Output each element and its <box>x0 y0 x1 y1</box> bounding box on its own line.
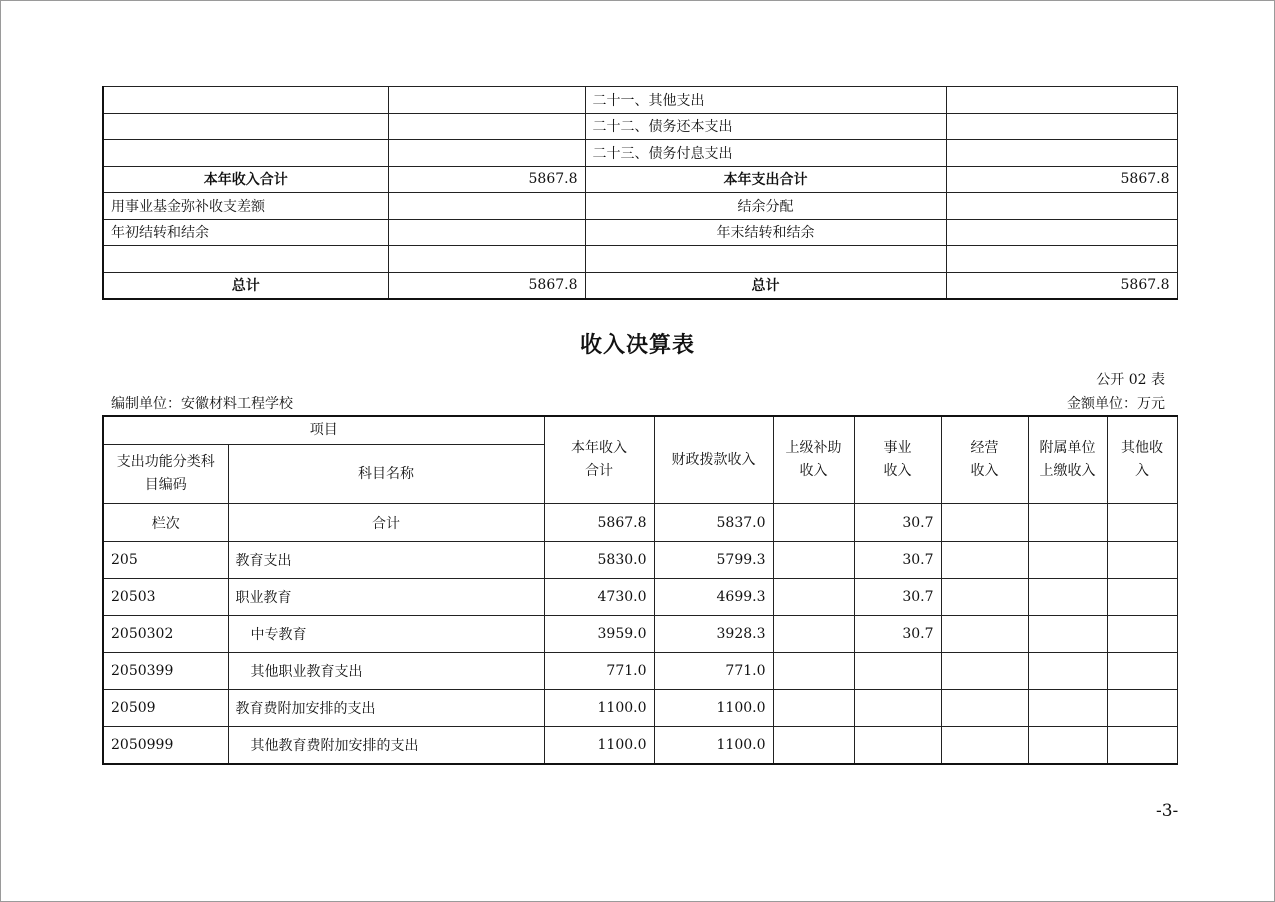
superior-cell <box>773 542 854 579</box>
table-row <box>103 87 1177 114</box>
fiscal-cell: 1100.0 <box>654 727 773 765</box>
table-row <box>103 113 1177 140</box>
empty-cell <box>388 246 585 273</box>
table-row <box>103 542 1177 579</box>
right-value-cell <box>946 140 1177 167</box>
business-header: 事业 收入 <box>854 416 941 504</box>
name-cell: 教育支出 <box>228 542 544 579</box>
carry-in-value <box>388 219 585 246</box>
fund-value <box>388 193 585 220</box>
fiscal-header: 财政拨款收入 <box>654 416 773 504</box>
affiliated-cell <box>1028 653 1107 690</box>
empty-cell <box>585 246 946 273</box>
business-cell: 30.7 <box>854 579 941 616</box>
total-label: 合计 <box>228 504 544 542</box>
operating-cell <box>941 579 1028 616</box>
right-label-cell: 二十二、债务还本支出 <box>585 113 946 140</box>
affiliated-cell <box>1028 616 1107 653</box>
name-cell: 职业教育 <box>228 579 544 616</box>
name-cell: 其他职业教育支出 <box>228 653 544 690</box>
table-row <box>103 616 1177 653</box>
surplus-dist-label: 结余分配 <box>585 193 946 220</box>
operating-header: 经营 收入 <box>941 416 1028 504</box>
income-total-label: 本年收入合计 <box>103 166 388 193</box>
left-label-cell <box>103 87 388 114</box>
table-row <box>103 579 1177 616</box>
income-statement-table <box>102 415 1178 765</box>
operating-cell <box>941 653 1028 690</box>
right-label-cell: 二十三、债务付息支出 <box>585 140 946 167</box>
affiliated-cell <box>1028 727 1107 765</box>
table-row <box>103 219 1177 246</box>
code-header: 支出功能分类科 目编码 <box>103 445 228 504</box>
column-label: 栏次 <box>103 504 228 542</box>
expense-total-label: 本年支出合计 <box>585 166 946 193</box>
fiscal-cell: 3928.3 <box>654 616 773 653</box>
empty-cell <box>103 246 388 273</box>
business-cell: 30.7 <box>854 616 941 653</box>
other-value <box>1107 504 1177 542</box>
superior-cell <box>773 616 854 653</box>
fiscal-cell: 771.0 <box>654 653 773 690</box>
income-expense-summary-table <box>102 86 1178 300</box>
table-row <box>103 166 1177 193</box>
operating-cell <box>941 690 1028 727</box>
total-header: 本年收入 合计 <box>544 416 654 504</box>
carry-out-value <box>946 219 1177 246</box>
affiliated-cell <box>1028 579 1107 616</box>
affiliated-header: 附属单位 上缴收入 <box>1028 416 1107 504</box>
income-total-value: 5867.8 <box>388 166 585 193</box>
page-title: 收入决算表 <box>579 333 695 358</box>
code-cell: 2050302 <box>103 616 228 653</box>
fund-label: 用事业基金弥补收支差额 <box>103 193 388 220</box>
right-label-cell: 二十一、其他支出 <box>585 87 946 114</box>
table-row <box>103 140 1177 167</box>
code-cell: 20509 <box>103 690 228 727</box>
business-cell <box>854 690 941 727</box>
name-cell: 中专教育 <box>228 616 544 653</box>
superior-cell <box>773 653 854 690</box>
other-cell <box>1107 616 1177 653</box>
code-cell: 2050399 <box>103 653 228 690</box>
right-value-cell <box>946 113 1177 140</box>
table-row <box>103 727 1177 765</box>
total-cell: 5830.0 <box>544 542 654 579</box>
left-value-cell <box>388 113 585 140</box>
total-cell: 1100.0 <box>544 727 654 765</box>
table-row <box>103 653 1177 690</box>
compiler-unit: 编制单位：安徽材料工程学校 <box>111 396 293 412</box>
fiscal-value: 5837.0 <box>654 504 773 542</box>
name-cell: 其他教育费附加安排的支出 <box>228 727 544 765</box>
amount-unit: 金额单位：万元 <box>1067 396 1165 412</box>
empty-cell <box>946 246 1177 273</box>
operating-cell <box>941 727 1028 765</box>
fiscal-cell: 5799.3 <box>654 542 773 579</box>
page-number: -3- <box>1156 801 1179 821</box>
other-cell <box>1107 542 1177 579</box>
left-value-cell <box>388 87 585 114</box>
left-label-cell <box>103 140 388 167</box>
affiliated-cell <box>1028 690 1107 727</box>
operating-cell <box>941 542 1028 579</box>
superior-cell <box>773 579 854 616</box>
grand-total-left-value: 5867.8 <box>388 272 585 299</box>
item-header: 项目 <box>103 416 544 445</box>
grand-total-right-value: 5867.8 <box>946 272 1177 299</box>
form-number: 公开 02 表 <box>1096 372 1165 388</box>
grand-total-left-label: 总计 <box>103 272 388 299</box>
name-cell: 教育费附加安排的支出 <box>228 690 544 727</box>
operating-cell <box>941 616 1028 653</box>
right-value-cell <box>946 87 1177 114</box>
other-cell <box>1107 727 1177 765</box>
table-row <box>103 246 1177 273</box>
superior-header: 上级补助 收入 <box>773 416 854 504</box>
subject-header: 科目名称 <box>228 445 544 504</box>
carry-in-label: 年初结转和结余 <box>103 219 388 246</box>
total-cell: 4730.0 <box>544 579 654 616</box>
operating-value <box>941 504 1028 542</box>
code-cell: 20503 <box>103 579 228 616</box>
business-cell <box>854 653 941 690</box>
surplus-dist-value <box>946 193 1177 220</box>
expense-total-value: 5867.8 <box>946 166 1177 193</box>
total-cell: 1100.0 <box>544 690 654 727</box>
total-cell: 771.0 <box>544 653 654 690</box>
business-cell: 30.7 <box>854 542 941 579</box>
fiscal-cell: 1100.0 <box>654 690 773 727</box>
business-cell <box>854 727 941 765</box>
other-cell <box>1107 579 1177 616</box>
affiliated-value <box>1028 504 1107 542</box>
grand-total-right-label: 总计 <box>585 272 946 299</box>
other-cell <box>1107 653 1177 690</box>
column-number-row <box>103 504 1177 542</box>
fiscal-cell: 4699.3 <box>654 579 773 616</box>
table-row <box>103 690 1177 727</box>
total-value: 5867.8 <box>544 504 654 542</box>
affiliated-cell <box>1028 542 1107 579</box>
left-value-cell <box>388 140 585 167</box>
code-cell: 2050999 <box>103 727 228 765</box>
superior-value <box>773 504 854 542</box>
superior-cell <box>773 690 854 727</box>
table-row <box>103 193 1177 220</box>
other-cell <box>1107 690 1177 727</box>
business-value: 30.7 <box>854 504 941 542</box>
superior-cell <box>773 727 854 765</box>
total-cell: 3959.0 <box>544 616 654 653</box>
other-header: 其他收 入 <box>1107 416 1177 504</box>
header-row <box>103 416 1177 445</box>
code-cell: 205 <box>103 542 228 579</box>
carry-out-label: 年末结转和结余 <box>585 219 946 246</box>
table-row <box>103 272 1177 299</box>
left-label-cell <box>103 113 388 140</box>
